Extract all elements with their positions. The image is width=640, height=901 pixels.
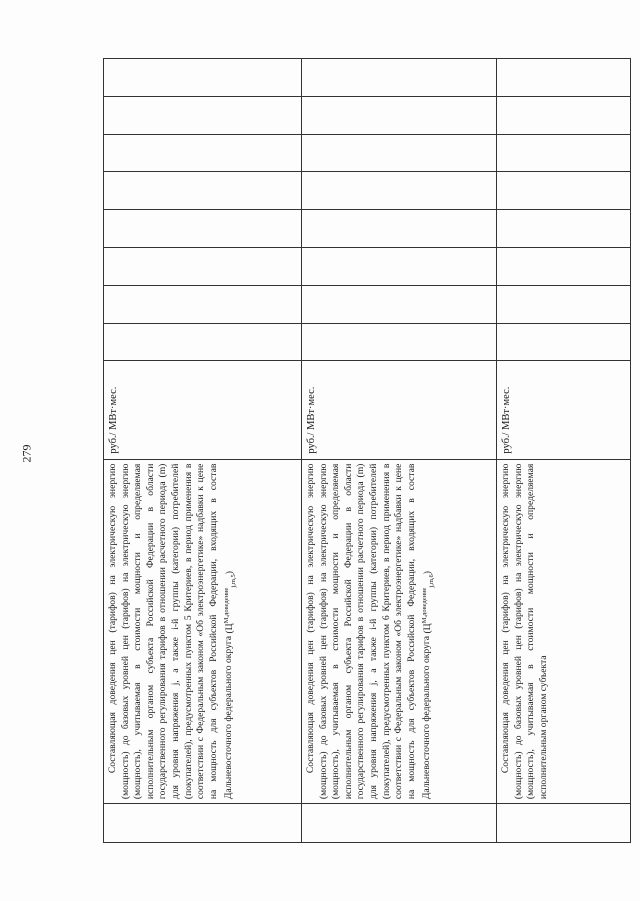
- value-cell: [104, 134, 302, 172]
- value-cell: [497, 248, 631, 286]
- description-text: Составляющая доведения цен (тарифов) на электрическую энергию (мощность) до базовых уровней цен (тарифов) на электрическую энергию (мощность), учитываемая в стоимости мощности и определяемая исполнительным органом субъекта: [500, 463, 549, 800]
- value-cell: [302, 96, 497, 134]
- value-cell: [302, 248, 497, 286]
- value-cell: [497, 96, 631, 134]
- value-cell: [104, 323, 302, 361]
- rotated-table-container: [103, 58, 630, 843]
- formula-sub: j,m,5: [229, 574, 237, 588]
- value-cell: [302, 172, 497, 210]
- value-cell: [302, 59, 497, 97]
- value-cell: [302, 134, 497, 172]
- formula-end: ): [223, 570, 235, 575]
- table-row: [302, 59, 497, 843]
- description-cell: [497, 459, 631, 803]
- unit-cell: [497, 361, 631, 459]
- table-row: [497, 59, 631, 843]
- description-text: Составляющая доведения цен (тарифов) на электрическую энергию (мощность) до базовых уровней цен (тарифов) на электрическую энергию (мощность), учитываемая в стоимости мощности и определяемая исполнительным органом субъекта Российской Федерации в области государственного регулирования тарифов в отношении расчетного периода (m) для уровня напряжения j, а также i-й группы (категории) потребителей (покупателей), предусмотренных пунктом 6 Критериев, в период применения в соответствии с Федеральным законом «Об электроэнергетике» надбавки к цене на мощность для субъектов Российской Федерации, входящих в состав Дальневосточного федерального округа: [305, 463, 433, 800]
- table-row: [104, 59, 302, 843]
- value-cell: [104, 285, 302, 323]
- value-cell: [302, 323, 497, 361]
- formula-base: (Ц: [421, 623, 433, 634]
- formula-sup: М,доведение: [222, 587, 230, 624]
- empty-cell: [497, 804, 631, 843]
- value-cell: [497, 59, 631, 97]
- formula-sub: j,m,6: [427, 574, 435, 588]
- value-cell: [497, 134, 631, 172]
- value-cell: [104, 210, 302, 248]
- value-cell: [497, 210, 631, 248]
- unit-text: руб./ МВт·мес.: [501, 386, 512, 454]
- value-cell: [497, 285, 631, 323]
- unit-text: руб./ МВт·мес.: [306, 386, 317, 454]
- value-cell: [302, 210, 497, 248]
- value-cell: [104, 248, 302, 286]
- value-cell: [104, 96, 302, 134]
- formula: [422, 571, 433, 634]
- value-cell: [104, 172, 302, 210]
- value-cell: [497, 172, 631, 210]
- description-text: Составляющая доведения цен (тарифов) на электрическую энергию (мощность) до базовых уровней цен (тарифов) на электрическую энергию (мощность), учитываемая в стоимости мощности и определяемая исполнительным органом субъекта Российской Федерации в области государственного регулирования тарифов в отношении расчетного периода (m) для уровня напряжения j, а также i-й группы (категории) потребителей (покупателей), предусмотренных пунктом 5 Критериев, в период применения в соответствии с Федеральным законом «Об электроэнергетике» надбавки к цене на мощность для субъектов Российской Федерации, входящих в состав Дальневосточного федерального округа: [107, 463, 235, 800]
- empty-cell: [104, 804, 302, 843]
- tariff-table: [103, 58, 631, 843]
- value-cell: [497, 323, 631, 361]
- description-cell: [302, 459, 497, 803]
- formula-end: ): [421, 570, 433, 575]
- page-number-text: 279: [19, 444, 34, 463]
- unit-cell: [302, 361, 497, 459]
- unit-text: руб./ МВт·мес.: [108, 386, 119, 454]
- unit-cell: [104, 361, 302, 459]
- formula-sup: М,доведение: [420, 587, 428, 624]
- description-cell: [104, 459, 302, 803]
- formula-base: (Ц: [223, 623, 235, 634]
- page-number: [19, 440, 44, 470]
- value-cell: [104, 59, 302, 97]
- formula: [224, 571, 235, 634]
- empty-cell: [302, 804, 497, 843]
- value-cell: [302, 285, 497, 323]
